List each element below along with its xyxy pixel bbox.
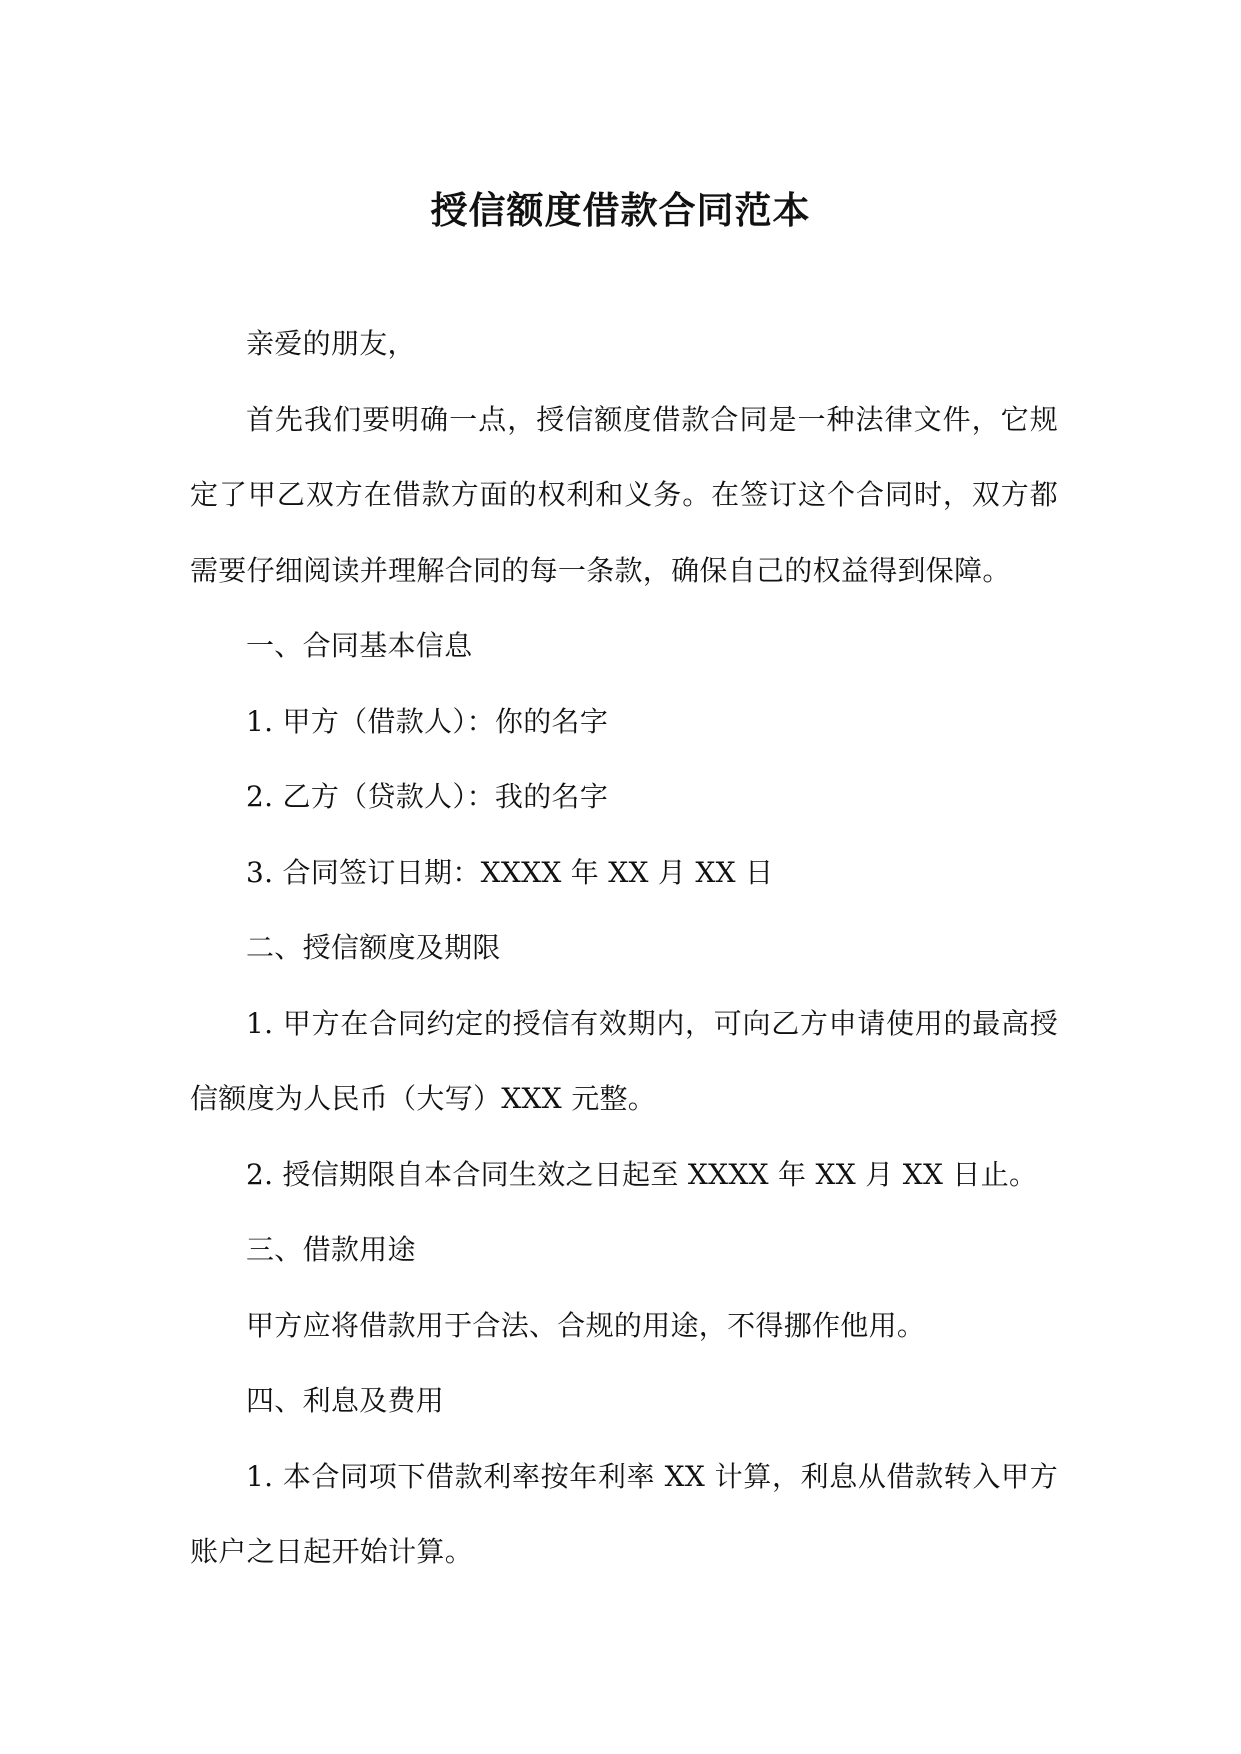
clause-party-a: 1. 甲方（借款人）：你的名字 [246, 704, 609, 738]
section-heading-loan-purpose: 三、借款用途 [246, 1233, 416, 1266]
section-heading-interest-fees: 四、利息及费用 [246, 1384, 445, 1417]
clause-loan-purpose: 甲方应将借款用于合法、合规的用途，不得挪作他用。 [246, 1308, 926, 1342]
section-heading-credit-limit: 二、授信额度及期限 [246, 931, 501, 964]
intro-paragraph: 首先我们要明确一点，授信额度借款合同是一种法律文件，它规定了甲乙双方在借款方面的权利和义务。在签订这个合同时，双方都需要仔细阅读并理解合同的每一条款，确保自己的权益得到保障。 [190, 402, 1058, 587]
document-body [190, 306, 1058, 1590]
clause-credit-amount: 1. 甲方在合同约定的授信有效期内，可向乙方申请使用的最高授信额度为人民币（大写）XXX 元整。 [190, 1006, 1058, 1115]
section-heading-basic-info: 一、合同基本信息 [246, 629, 473, 662]
clause-credit-term: 2. 授信期限自本合同生效之日起至 XXXX 年 XX 月 XX 日止。 [246, 1157, 1038, 1191]
document-title: 授信额度借款合同范本 [430, 188, 811, 232]
clause-interest-rate: 1. 本合同项下借款利率按年利率 XX 计算，利息从借款转入甲方账户之日起开始计算。 [190, 1459, 1058, 1568]
clause-signing-date: 3. 合同签订日期：XXXX 年 XX 月 XX 日 [246, 855, 774, 889]
greeting-paragraph: 亲爱的朋友， [246, 327, 416, 360]
clause-party-b: 2. 乙方（贷款人）：我的名字 [246, 780, 609, 813]
